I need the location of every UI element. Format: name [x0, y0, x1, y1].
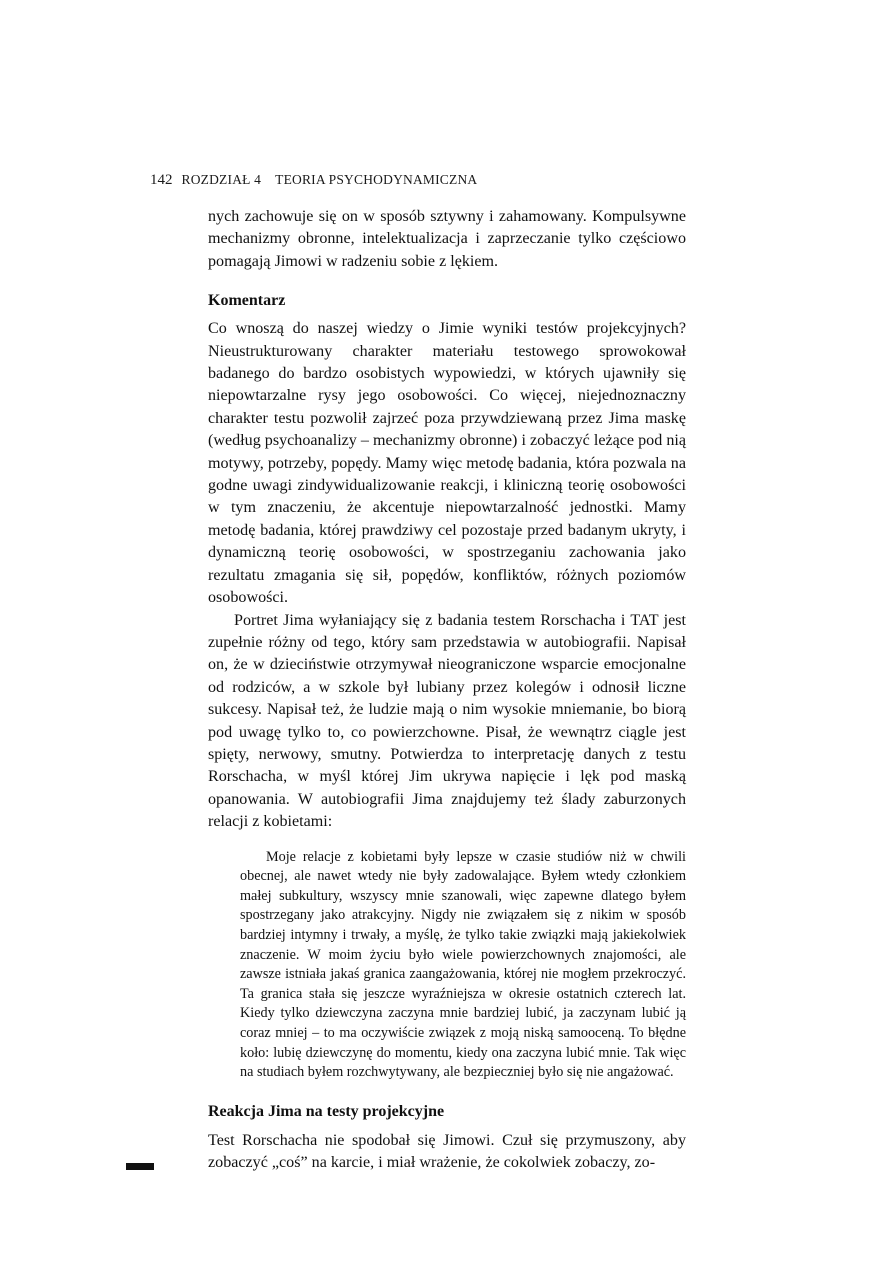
paragraph-komentarz-1: Co wnoszą do naszej wiedzy o Jimie wyniki testów projekcyjnych? Nieustrukturowany charakter materiału testowego sprowokował badanego do bardzo osobistych wypowiedzi, w których ujawniły się niepowtarzalne rysy jego osobowości. Co więcej, niejednoznaczny charakter testu pozwolił zajrzeć poza przywdziewaną przez Jima maskę (według psychoanalizy – mechanizmy obronne) i zobaczyć leżące pod nią motywy, potrzeby, popędy. Mamy więc metodę badania, która pozwala na godne uwagi zindywidualizowanie reakcji, i kliniczną teorię osobowości w tym znaczeniu, że akcentuje niepowtarzalność jednostki. Mamy metodę badania, której prawdziwy cel pozostaje przed badanym ukryty, i dynamiczną teorię osobowości, w spostrzeganiu zachowania jako rezultatu zmagania się sił, popędów, konfliktów, różnych poziomów osobowości. — [208, 320, 686, 607]
paragraph-continued: nych zachowuje się on w sposób sztywny i zahamowany. Kompulsywne mechanizmy obronne, intelektualizacja i zaprzeczanie tylko częściowo pomagają Jimowi w radzeniu sobie z lękiem. — [208, 208, 686, 270]
block-quote-text: Moje relacje z kobietami były lepsze w czasie studiów niż w chwili obecnej, ale nawet wtedy nie były zadowalające. Byłem wtedy członkiem małej subkultury, wszyscy mnie szanowali, więc zapewne dlatego byłem spostrzegany jako atrakcyjny. Nigdy nie związałem się z nikim w sposób bardziej intymny i trwały, a myślę, że tylko takie związki mają jakiekolwiek znaczenie. W moim życiu było wiele powierzchownych znajomości, ale zawsze istniała jakaś granica zaangażowania, której nie mogłem przekroczyć. Ta granica stała się jeszcze wyraźniejsza w okresie ostatnich czterech lat. Kiedy tylko dziewczyna zaczyna mnie bardziej lubić, ja zaczynam lubić ją coraz mniej – to ma oczywiście związek z moją niską samooceną. To błędne koło: lubię dziewczynę do momentu, kiedy ona zaczyna lubić mnie. Tak więc na studiach byłem rozchwytywany, ale bezpieczniej było się nie angażować. — [240, 848, 686, 1081]
running-head — [150, 172, 770, 189]
chapter-label: ROZDZIAŁ 4 — [181, 172, 262, 187]
chapter-title: TEORIA PSYCHODYNAMICZNA — [275, 172, 478, 187]
text-column — [208, 206, 686, 1175]
heading-komentarz: Komentarz — [208, 292, 286, 310]
heading-reakcja-jima: Reakcja Jima na testy projekcyjne — [208, 1102, 445, 1120]
paragraph-komentarz-2: Portret Jima wyłaniający się z badania testem Rorschacha i TAT jest zupełnie różny od tego, który sam przedstawia w autobiografii. Napisał on, że w dzieciństwie otrzymywał nieograniczone wsparcie emocjonalne od rodziców, a w szkole był lubiany przez kolegów i odnosił liczne sukcesy. Napisał też, że ludzie mają o nim wysokie mniemanie, bo biorą pod uwagę tylko to, co powierzchowne. Pisał, że wewnątrz ciągle jest spięty, nerwowy, smutny. Potwierdza to interpretację danych z testu Rorschacha, w myśl której Jim ukrywa napięcie i lęk pod maską opanowania. W autobiografii Jima znajdujemy też ślady zaburzonych relacji z kobietami: — [208, 611, 686, 831]
page-number: 142 — [150, 172, 173, 188]
paragraph-reakcja: Test Rorschacha nie spodobał się Jimowi. Czuł się przymuszony, aby zobaczyć „coś” na karcie, i miał wrażenie, że cokolwiek zobaczy, zo- — [208, 1131, 686, 1172]
page-bottom-mark — [126, 1163, 154, 1170]
block-quote — [208, 848, 686, 1083]
